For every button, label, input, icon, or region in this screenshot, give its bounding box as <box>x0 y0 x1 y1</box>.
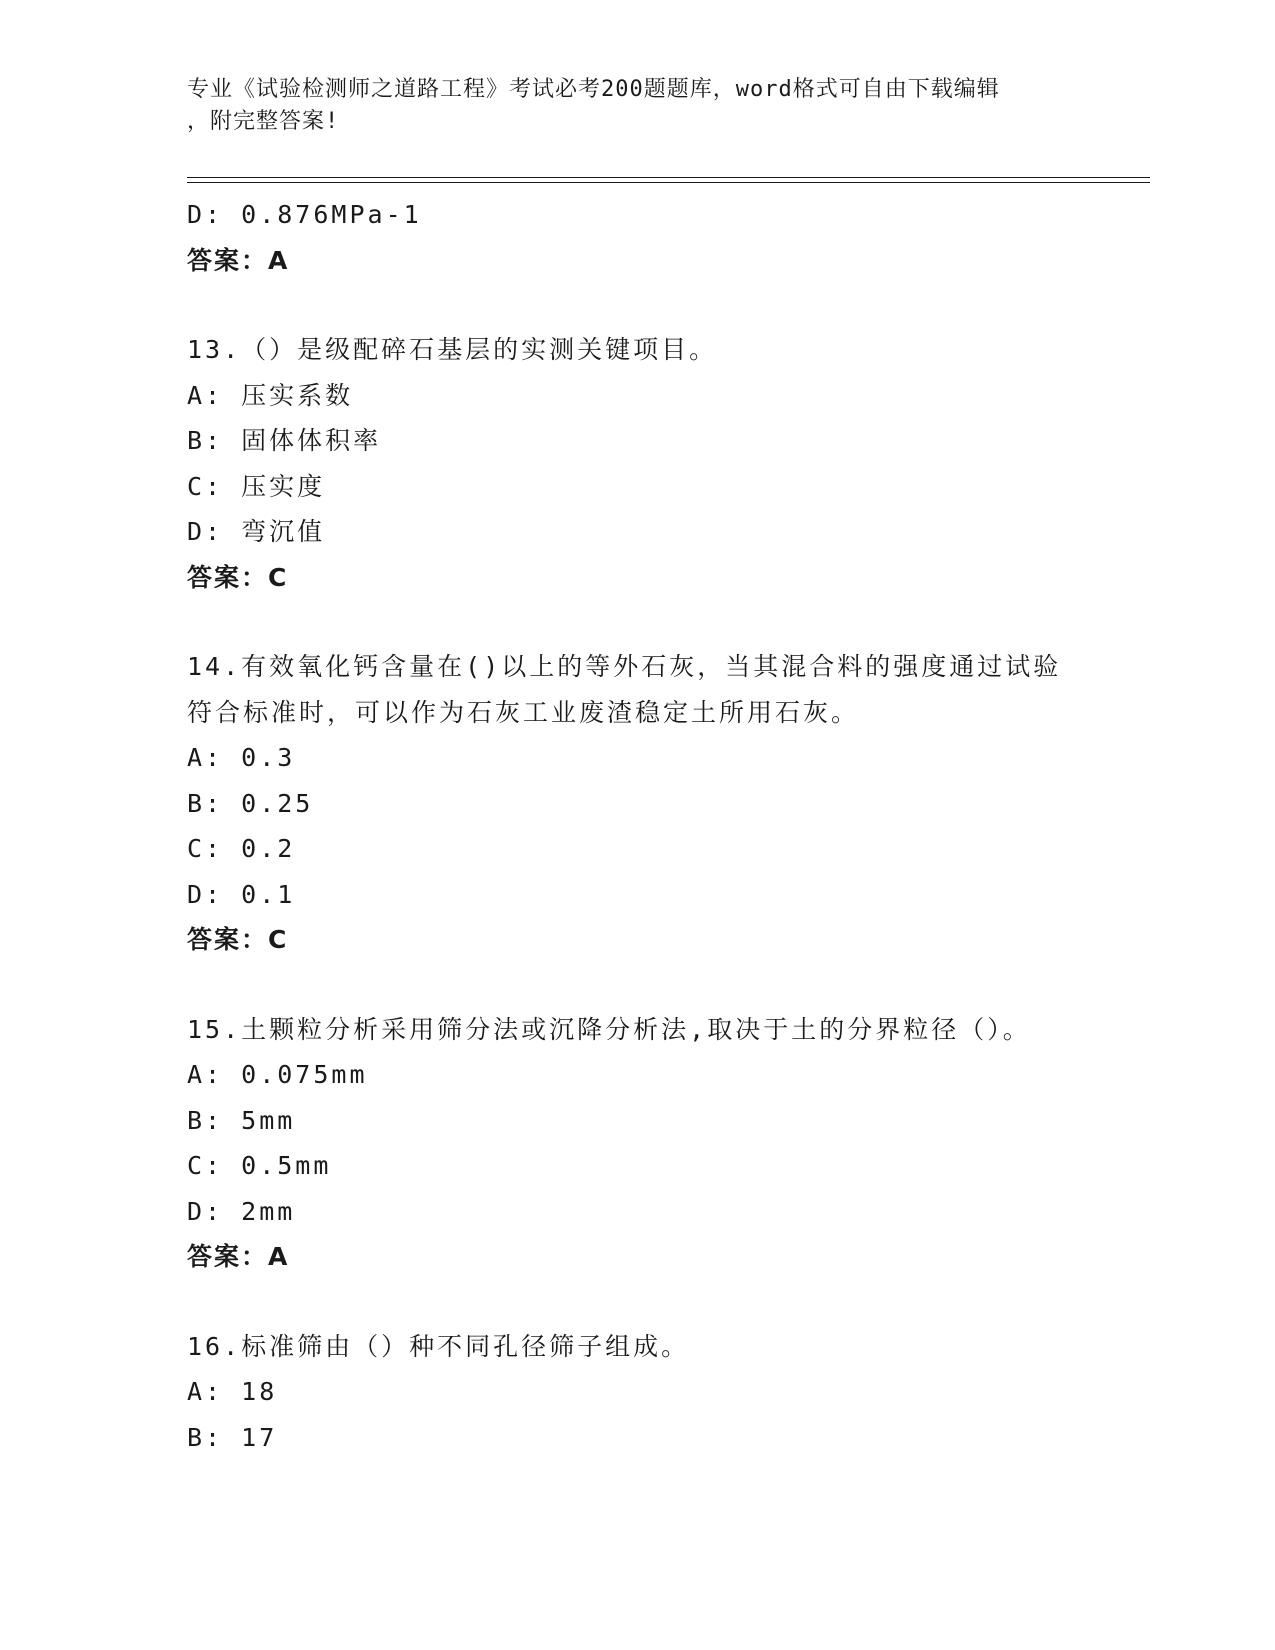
option-c: C: 压实度 <box>187 471 326 501</box>
option-a: A: 0.3 <box>187 743 296 772</box>
spacer <box>187 283 1087 327</box>
question-text: 15.土颗粒分析采用筛分法或沉降分析法,取决于土的分界粒径（）。 <box>187 1014 1031 1044</box>
header-title-line-2: ，附完整答案! <box>187 109 340 134</box>
question-list <box>187 192 1087 1460</box>
option-b: B: 0.25 <box>187 788 314 818</box>
answer-line: 答案：A <box>187 1242 290 1271</box>
option-b: B: 17 <box>187 1422 278 1452</box>
document-header <box>187 74 1087 138</box>
option-a: A: 0.075mm <box>187 1060 368 1089</box>
option-d: D: 弯沉值 <box>187 517 326 546</box>
spacer <box>187 963 1087 1007</box>
spacer <box>187 1280 1087 1324</box>
answer-line: 答案：C <box>187 562 289 592</box>
option-a: A: 压实系数 <box>187 380 354 410</box>
question-block-12 <box>187 192 1087 283</box>
option-c: C: 0.2 <box>187 834 296 863</box>
question-text: 16.标准筛由（）种不同孔径筛子组成。 <box>187 1331 690 1361</box>
question-block-13 <box>187 327 1087 600</box>
spacer <box>187 600 1087 644</box>
option-b: B: 5mm <box>187 1105 296 1135</box>
option-b: B: 固体体积率 <box>187 426 382 455</box>
question-text-line-1: 14.有效氧化钙含量在()以上的等外石灰，当其混合料的强度通过试验 <box>187 652 1062 681</box>
question-text-line-2: 符合标准时，可以作为石灰工业废渣稳定土所用石灰。 <box>187 697 860 727</box>
option-d: D: 2mm <box>187 1196 296 1226</box>
option-d: D: 0.1 <box>187 879 296 909</box>
question-text: 13.（）是级配碎石基层的实测关键项目。 <box>187 335 718 364</box>
header-divider-top <box>187 177 1150 178</box>
question-block-15 <box>187 1007 1087 1280</box>
header-title-line-1: 专业《试验检测师之道路工程》考试必考200题题库，word格式可自由下载编辑 <box>187 77 1000 102</box>
option-d: D: 0.876MPa-1 <box>187 200 422 229</box>
answer-line: 答案：A <box>187 245 290 275</box>
option-a: A: 18 <box>187 1377 278 1406</box>
option-c: C: 0.5mm <box>187 1151 332 1180</box>
question-block-16 <box>187 1324 1087 1461</box>
answer-line: 答案：C <box>187 925 289 954</box>
question-block-14 <box>187 644 1087 963</box>
header-divider-bottom <box>187 182 1150 183</box>
